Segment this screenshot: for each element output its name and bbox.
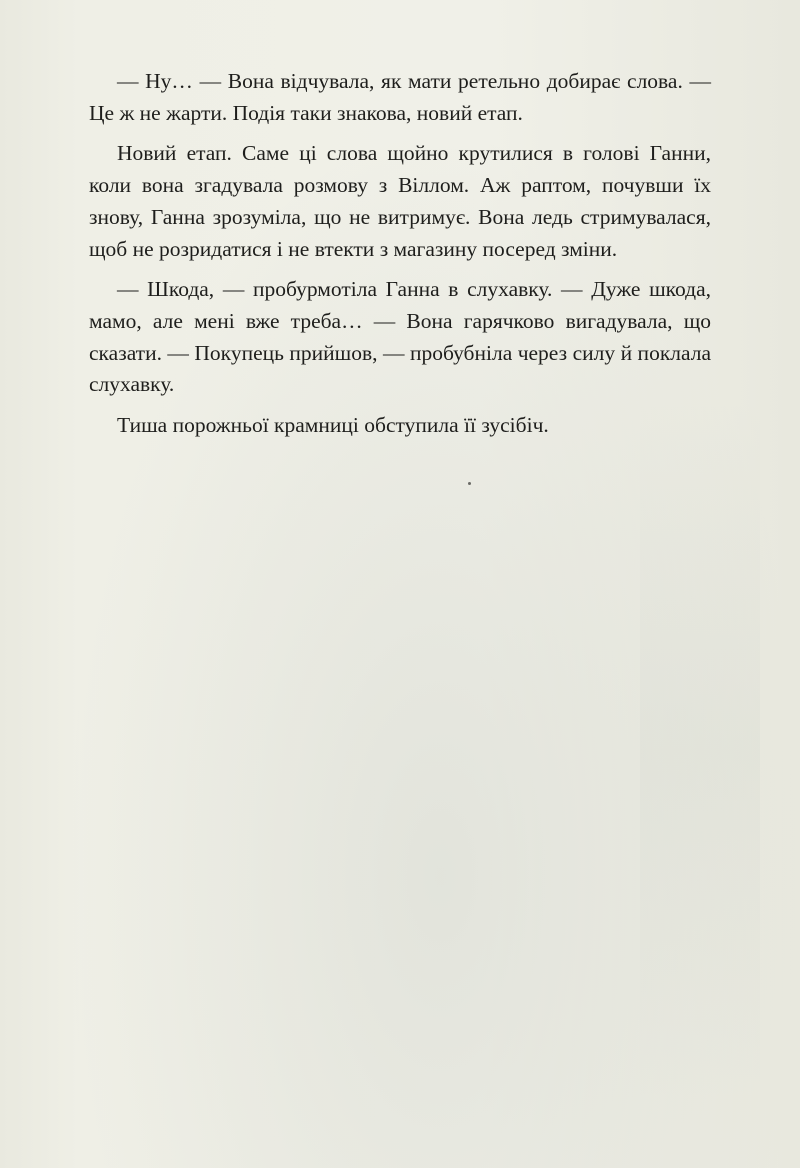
body-text [89, 66, 711, 451]
paragraph-1: — Ну… — Вона відчувала, як мати ретельно добирає слова. — Це ж не жарти. Подія таки знакова, новий етап. [89, 69, 711, 125]
section-divider-dot [468, 482, 471, 485]
paragraph-3: — Шкода, — пробурмотіла Ганна в слухавку. — Дуже шкода, мамо, але мені вже треба… — Вона гарячково вигадувала, що сказати. — Покупець прийшов, — пробубніла через силу й поклала слухавку. [89, 277, 711, 397]
show-through-shadow [640, 400, 760, 1100]
paragraph-2: Новий етап. Саме ці слова щойно крутилися в голові Ганни, коли вона згадувала розмову з Віллом. Аж раптом, почувши їх знову, Ганна зрозуміла, що не витримує. Вона ледь стримувалася, щоб не розридатися і не втекти з магазину посеред зміни. [89, 141, 711, 261]
paragraph-4: Тиша порожньої крамниці обступила її зусібіч. [117, 413, 549, 438]
